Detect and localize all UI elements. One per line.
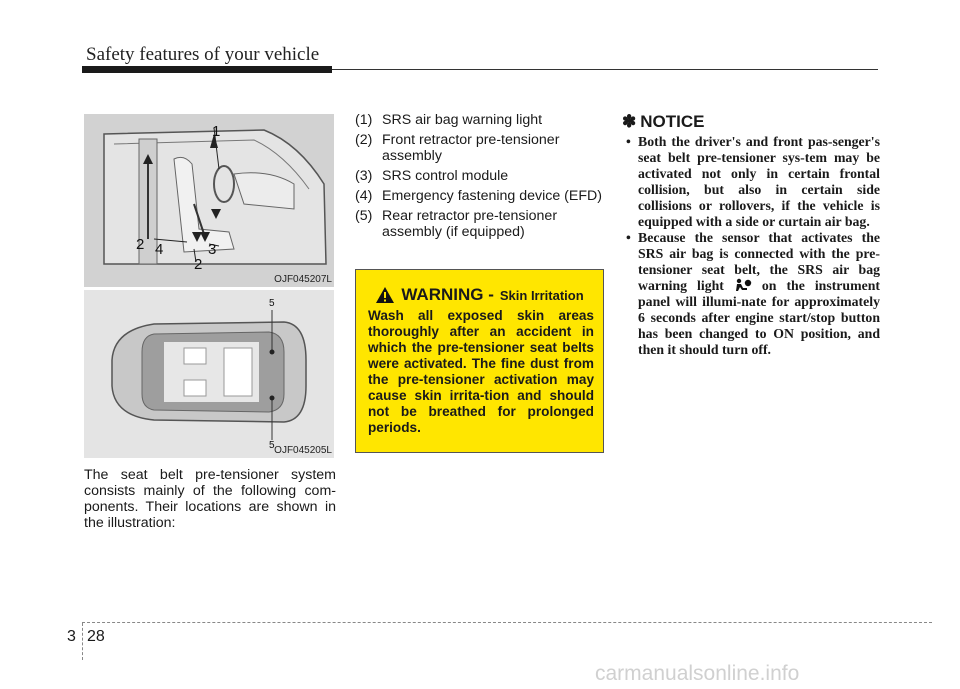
header-rule [82, 66, 878, 74]
figure-code: OJF045205L [274, 445, 332, 456]
warning-header [356, 282, 603, 308]
warning-subtitle: Skin Irritation [499, 287, 584, 303]
page-header-title: Safety features of your vehicle [86, 44, 320, 65]
notice-heading [622, 112, 704, 132]
figure-code: OJF045207L [274, 274, 332, 285]
list-item: • Because the sensor that activates the SRS air bag is connected with the pre-tensioner seat belt, the SRS air bag warning light on the instrument panel will illumi-nate for approximately 6 seconds after engine start/stop button has been changed to ON position, and then it should turn off. [626, 230, 880, 357]
footer-rule [82, 622, 932, 623]
top-view-illustration [84, 290, 334, 458]
warning-body: Wash all exposed skin areas thoroughly after an accident in which the pre-tensioner seat belts were activated. The fine dust from the pre-tensioner activation may cause skin irrita-tion and should not be breathed for prolonged periods. [368, 308, 594, 435]
airbag-warning-icon [734, 278, 752, 292]
callout-2b: 2 [194, 256, 203, 273]
side-view-illustration [84, 114, 334, 287]
callout-5-top: 5 [269, 298, 275, 309]
warning-box [355, 269, 604, 453]
list-item: (4) Emergency fastening device (EFD) [355, 188, 602, 204]
list-item: • Both the driver's and front pas-senger's seat belt pre-tensioner sys-tem may be activated not only in certain frontal collision, but also in certain side collisions or rollovers, if the vehicle is equipped with a side or curtain air bag. [626, 134, 880, 229]
list-item: (3) SRS control module [355, 168, 509, 184]
callout-1: 1 [212, 123, 221, 140]
notice-symbol-icon: ✽ [622, 112, 637, 131]
list-item: (5) Rear retractor pre-tensioner assembly (if equipped) [355, 208, 558, 240]
list-item: (2) Front retractor pre-tensioner assembly [355, 132, 560, 164]
page-number: 28 [87, 628, 105, 645]
watermark: carmanualsonline.info [595, 662, 800, 685]
intro-paragraph: The seat belt pre-tensioner system consists mainly of the following com-ponents. Their locations are shown in the illustration: [84, 467, 336, 531]
page-divider [82, 623, 83, 660]
notice-title: NOTICE [640, 112, 705, 131]
chapter-number: 3 [67, 628, 76, 645]
parts-list [355, 112, 605, 244]
callout-2a: 2 [136, 236, 145, 253]
callout-3: 3 [208, 241, 217, 258]
callout-5-bottom: 5 [269, 440, 275, 451]
warning-title: WARNING - [401, 285, 494, 304]
callout-4: 4 [155, 241, 164, 258]
notice-list [626, 134, 880, 358]
warning-triangle-icon [375, 286, 395, 304]
list-item: (1) SRS air bag warning light [355, 112, 543, 128]
